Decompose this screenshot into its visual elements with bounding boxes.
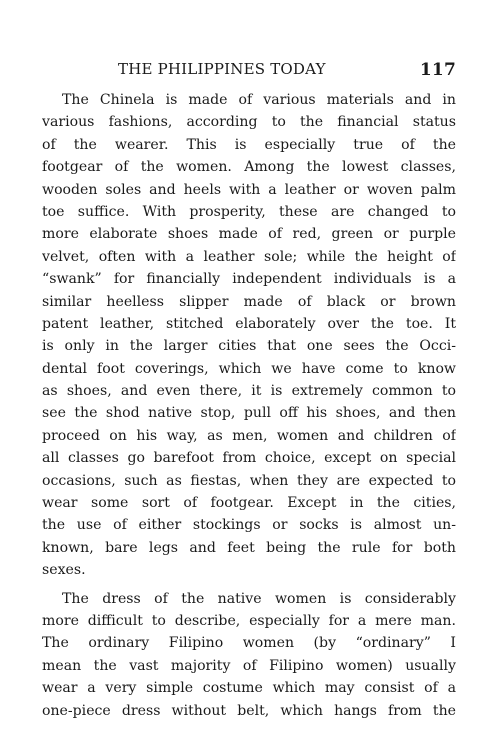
text-line: velvet, often with a leather sole; while the height of — [42, 248, 456, 265]
text-line: wear a very simple costume which may consist of a — [42, 680, 456, 697]
text-line: wooden soles and heels with a leather or woven palm — [42, 181, 456, 198]
text-line: sexes. — [42, 562, 86, 579]
text-line: The dress of the native women is considerably — [62, 590, 456, 607]
running-head — [118, 60, 456, 82]
text-line: all classes go barefoot from choice, except on special — [42, 450, 456, 467]
text-line: The ordinary Filipino women (by “ordinary” I — [42, 635, 456, 652]
text-line: The Chinela is made of various materials and in — [62, 92, 456, 108]
text-line: “swank” for financially independent individuals is a — [42, 271, 456, 288]
text-line: wear some sort of footgear. Except in the cities, — [42, 495, 456, 512]
text-line: mean the vast majority of Filipino women) usually — [42, 657, 456, 674]
text-line: patent leather, stitched elaborately over the toe. It — [42, 315, 456, 332]
text-line: occasions, such as fiestas, when they are expected to — [42, 472, 456, 489]
text-line: known, bare legs and feet being the rule for both — [42, 539, 456, 556]
text-line: toe suffice. With prosperity, these are changed to — [42, 203, 456, 220]
text-line: as shoes, and even there, it is extremely common to — [42, 383, 456, 400]
text-line: see the shod native stop, pull off his shoes, and then — [42, 405, 456, 422]
text-line: more elaborate shoes made of red, green or purple — [42, 226, 456, 243]
text-line: dental foot coverings, which we have come to know — [42, 360, 456, 377]
text-line: footgear of the women. Among the lowest classes, — [42, 159, 456, 176]
page-number: 117 — [419, 60, 456, 80]
text-line: of the wearer. This is especially true of the — [42, 136, 456, 153]
text-line: is only in the larger cities that one sees the Occi- — [42, 338, 456, 355]
text-line: the use of either stockings or socks is almost un- — [42, 517, 456, 534]
text-line: proceed on his way, as men, women and children of — [42, 427, 456, 444]
text-line: similar heelless slipper made of black or brown — [42, 293, 456, 310]
text-line: one-piece dress without belt, which hangs from the — [42, 702, 456, 719]
text-line: various fashions, according to the financial status — [42, 114, 456, 131]
running-title: THE PHILIPPINES TODAY — [118, 60, 326, 78]
text-line: more difficult to describe, especially for a mere man. — [42, 612, 456, 629]
body-text — [42, 89, 456, 722]
